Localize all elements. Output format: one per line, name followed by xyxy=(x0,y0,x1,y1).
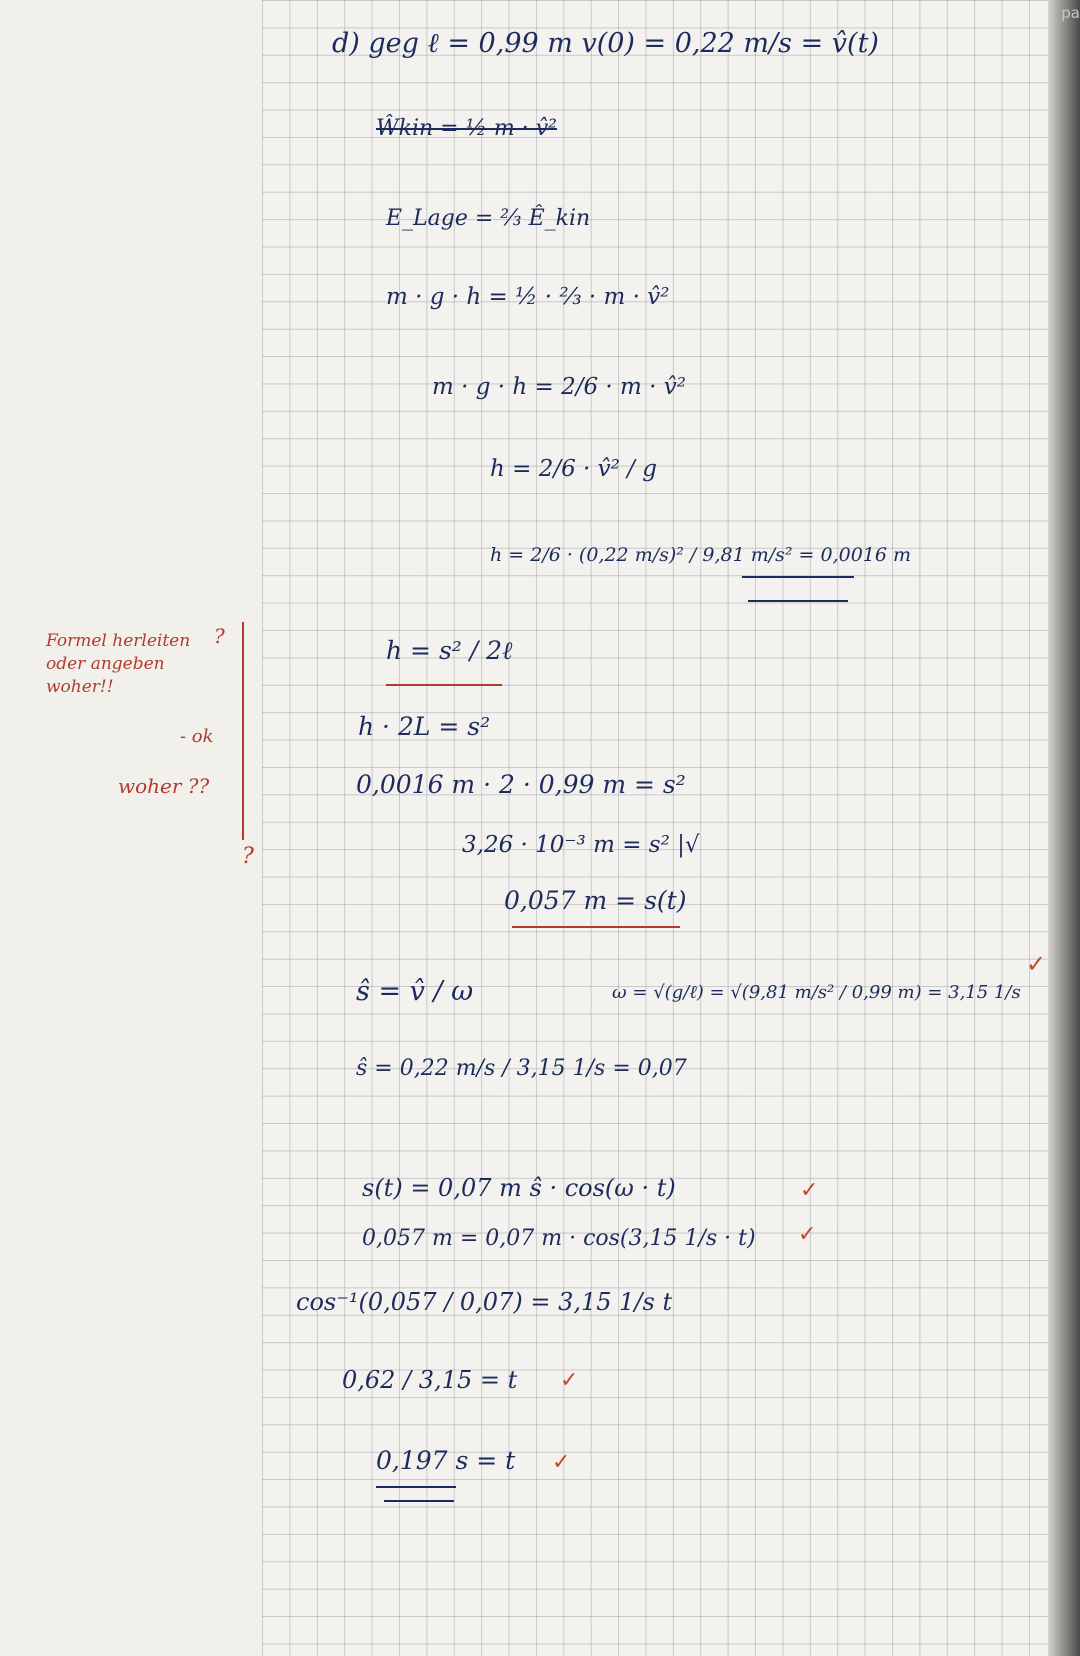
given-line: d) geg ℓ = 0,99 m v(0) = 0,22 m/s = v̂(t) xyxy=(332,28,879,59)
displacement-result-line: 0,057 m = s(t) xyxy=(504,886,687,915)
arccos-line: cos⁻¹(0,057 / 0,07) = 3,15 1/s t xyxy=(296,1288,673,1316)
margin-question-1: ? xyxy=(214,624,225,648)
grid-paper xyxy=(262,0,1080,1656)
displacement-function-line: s(t) = 0,07 m ŝ · cos(ω · t) xyxy=(362,1174,676,1202)
margin-bracket xyxy=(242,622,256,840)
result-underline-1 xyxy=(742,576,854,578)
check-substitution: ✓ xyxy=(798,1222,817,1247)
substitution-line: 0,0016 m · 2 · 0,99 m = s² xyxy=(356,770,686,799)
margin-question-2: ? xyxy=(242,844,254,869)
displacement-red-underline xyxy=(512,926,680,928)
check-time-fraction: ✓ xyxy=(560,1368,579,1393)
check-omega: ✓ xyxy=(1026,950,1047,978)
height-result-line: h = 2/6 · (0,22 m/s)² / 9,81 m/s² = 0,0016 m xyxy=(490,544,912,566)
final-underline-1 xyxy=(376,1486,456,1488)
check-function: ✓ xyxy=(800,1178,819,1203)
amplitude-formula-line: ŝ = v̂ / ω xyxy=(356,976,474,1007)
margin-woher: woher ?? xyxy=(118,774,210,798)
substituted-function-line: 0,057 m = 0,07 m · cos(3,15 1/s · t) xyxy=(362,1226,756,1251)
rearranged-formula-line: h · 2L = s² xyxy=(358,712,491,741)
result-underline-2 xyxy=(748,600,848,602)
edge-label: pa xyxy=(1061,4,1080,22)
height-formula-line: h = 2/6 · v̂² / g xyxy=(490,456,657,482)
energy-equation-line: m · g · h = ½ · ⅔ · m · v̂² xyxy=(386,284,670,310)
margin-ok: - ok xyxy=(180,726,214,747)
margin-note-formula: Formel herleiten oder angeben woher!! xyxy=(46,631,191,697)
elage-line: E_Lage = ⅔ Ê_kin xyxy=(386,206,591,231)
page-edge xyxy=(1048,0,1080,1656)
struck-ekin-line: Ŵkin = ½ m · v̂² xyxy=(376,116,557,141)
omega-line: ω = √(g/ℓ) = √(9,81 m/s² / 0,99 m) = 3,15 1/s xyxy=(612,982,1021,1003)
page-margin xyxy=(0,0,262,1656)
amplitude-value-line: ŝ = 0,22 m/s / 3,15 1/s = 0,07 xyxy=(356,1056,687,1081)
simplified-equation-line: m · g · h = 2/6 · m · v̂² xyxy=(432,374,687,400)
final-time-line: 0,197 s = t xyxy=(376,1446,516,1475)
square-line: 3,26 · 10⁻³ m = s² |√ xyxy=(462,832,700,858)
final-underline-2 xyxy=(384,1500,454,1502)
check-final-time: ✓ xyxy=(552,1450,571,1475)
time-fraction-line: 0,62 / 3,15 = t xyxy=(342,1366,518,1394)
formula-red-underline xyxy=(386,684,502,686)
pendulum-height-formula: h = s² / 2ℓ xyxy=(386,636,513,665)
